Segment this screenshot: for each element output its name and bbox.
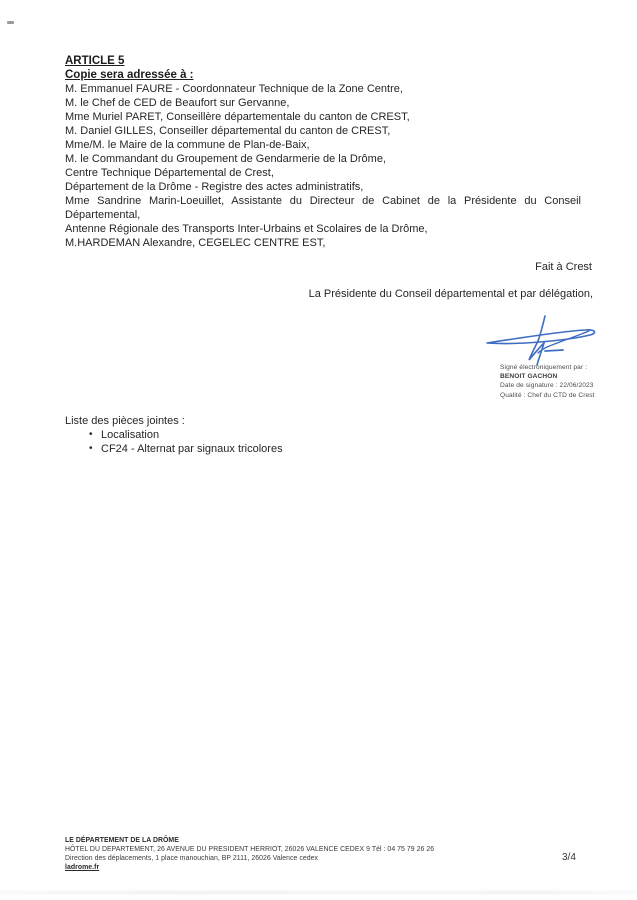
attachment-label: CF24 - Alternat par signaux tricolores: [101, 443, 283, 455]
signature-date: Date de signature : 22/06/2023: [500, 382, 594, 390]
signature-label: Signé électroniquement par :: [500, 364, 588, 371]
footer-address-line: Direction des déplacements, 1 place manouchian, BP 2111, 26026 Valence cedex: [65, 854, 319, 862]
page-number: 3/4: [562, 852, 576, 863]
list-item: [65, 428, 283, 442]
recipient-line: M. Daniel GILLES, Conseiller départemental du canton de CREST,: [65, 125, 391, 137]
footer-address-line: HÔTEL DU DEPARTEMENT, 26 AVENUE DU PRESIDENT HERRIOT, 26026 VALENCE CEDEX 9 Tél : 04 75 79 26 26: [65, 845, 435, 853]
attachment-label: Localisation: [101, 429, 160, 441]
scan-edge-artifact: [0, 891, 637, 894]
recipient-line: Département de la Drôme - Registre des actes administratifs,: [65, 181, 364, 193]
article-title: ARTICLE 5: [65, 55, 125, 67]
attachments-section: [65, 414, 283, 456]
delegation-line: La Présidente du Conseil départemental et par délégation,: [308, 288, 593, 300]
list-item: [65, 442, 283, 456]
scan-artifact-dash: [7, 21, 14, 24]
recipient-line: M. le Commandant du Groupement de Gendarmerie de la Drôme,: [65, 153, 386, 165]
place-date-line: Fait à Crest: [535, 261, 592, 273]
article-body: [65, 54, 581, 250]
electronic-signature-block: [500, 363, 595, 400]
recipient-line: Mme Sandrine Marin-Loeuillet, Assistante du Directeur de Cabinet de la Présidente du Conseil Départemental,: [65, 195, 581, 221]
handwritten-signature-icon: [481, 315, 603, 369]
attachments-heading: Liste des pièces jointes :: [65, 415, 185, 427]
footer-website-link[interactable]: ladrome.fr: [65, 863, 100, 871]
bullet-icon: •: [89, 429, 93, 440]
recipient-line: Centre Technique Départemental de Crest,: [65, 167, 274, 179]
signer-name: BENOIT GACHON: [500, 373, 558, 381]
recipient-line: M. le Chef de CED de Beaufort sur Gervanne,: [65, 97, 290, 109]
recipient-line: M. Emmanuel FAURE - Coordonnateur Technique de la Zone Centre,: [65, 83, 403, 95]
footer-org-name: LE DÉPARTEMENT DE LA DRÔME: [65, 837, 179, 844]
recipient-line: Antenne Régionale des Transports Inter-Urbains et Scolaires de la Drôme,: [65, 223, 428, 235]
recipient-line: M.HARDEMAN Alexandre, CEGELEC CENTRE EST,: [65, 237, 326, 249]
page-footer: [65, 837, 434, 873]
signer-quality: Qualité : Chef du CTD de Crest: [500, 391, 595, 399]
article-subtitle: Copie sera adressée à :: [65, 69, 194, 81]
recipient-line: Mme Muriel PARET, Conseillère départementale du canton de CREST,: [65, 111, 410, 123]
bullet-icon: •: [89, 443, 93, 454]
recipient-line: Mme/M. le Maire de la commune de Plan-de-Baix,: [65, 139, 310, 151]
